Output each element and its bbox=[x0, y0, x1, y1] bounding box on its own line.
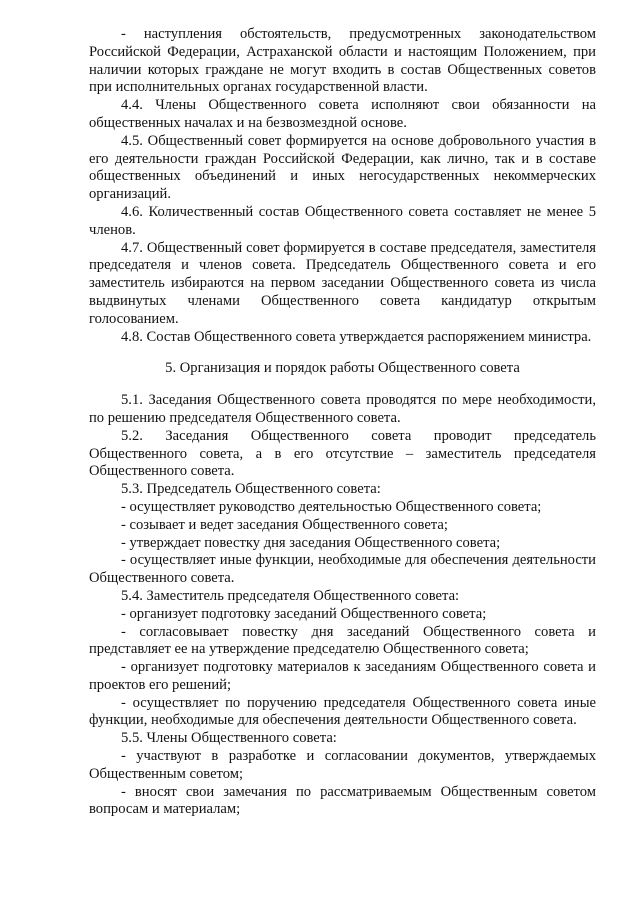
paragraph: 5.5. Члены Общественного совета: bbox=[121, 730, 337, 747]
paragraph: 5.4. Заместитель председателя Общественного совета: bbox=[121, 587, 460, 604]
list-item: - организует подготовку материалов к заседаниям Общественного совета и проектов его решений; bbox=[89, 659, 596, 693]
list-item: - организует подготовку заседаний Общественного совета; bbox=[121, 605, 487, 622]
paragraph: 4.8. Состав Общественного совета утверждается распоряжением министра. bbox=[121, 328, 592, 345]
list-item: - осуществляет иные функции, необходимые для обеспечения деятельности Общественного совета. bbox=[89, 552, 596, 587]
paragraph: 5.3. Председатель Общественного совета: bbox=[121, 481, 381, 498]
list-item: - осуществляет руководство деятельностью Общественного совета; bbox=[121, 498, 542, 515]
paragraph: 4.6. Количественный состав Общественного совета составляет не менее 5 членов. bbox=[89, 203, 596, 238]
section-heading: 5. Организация и порядок работы Общественного совета bbox=[165, 360, 520, 377]
paragraph: 5.2. Заседания Общественного совета проводит председатель Общественного совета, а в его отсутствие – заместитель председателя Общественного совета. bbox=[89, 427, 596, 480]
list-item: - созывает и ведет заседания Общественного совета; bbox=[121, 516, 448, 533]
paragraph: 4.4. Члены Общественного совета исполняют свои обязанности на общественных началах и на безвозмездной основе. bbox=[89, 97, 596, 131]
paragraph: 4.7. Общественный совет формируется в составе председателя, заместителя председателя и членов совета. Председатель Общественного совета и его заместитель избираются на первом заседании Общественного совета из числа выдвинутых членами Общественного совета кандидатур открытым голосованием. bbox=[89, 239, 596, 327]
document-body bbox=[89, 26, 596, 819]
list-item: - вносят свои замечания по рассматриваемым Общественным советом вопросам и материалам; bbox=[89, 783, 596, 818]
paragraph: 5.1. Заседания Общественного совета проводятся по мере необходимости, по решению председателя Общественного совета. bbox=[89, 392, 596, 426]
list-item: - участвуют в разработке и согласовании документов, утверждаемых Общественным советом; bbox=[89, 748, 596, 782]
list-item: - согласовывает повестку дня заседаний Общественного совета и представляет ее на утверждение председателю Общественного совета; bbox=[89, 623, 596, 658]
list-item: - утверждает повестку дня заседания Общественного совета; bbox=[121, 534, 501, 551]
paragraph: - наступления обстоятельств, предусмотренных законодательством Российской Федерации, Астраханской области и настоящим Положением, при наличии которых граждане не могут входить в состав Общественных советов при исполнительных органах государственной власти. bbox=[89, 26, 596, 96]
list-item: - осуществляет по поручению председателя Общественного совета иные функции, необходимые для обеспечения деятельности Общественного совета. bbox=[89, 694, 596, 729]
paragraph: 4.5. Общественный совет формируется на основе добровольного участия в его деятельности граждан Российской Федерации, как лично, так и в составе общественных объединений и иных негосударственных некоммерческих организаций. bbox=[89, 132, 596, 203]
